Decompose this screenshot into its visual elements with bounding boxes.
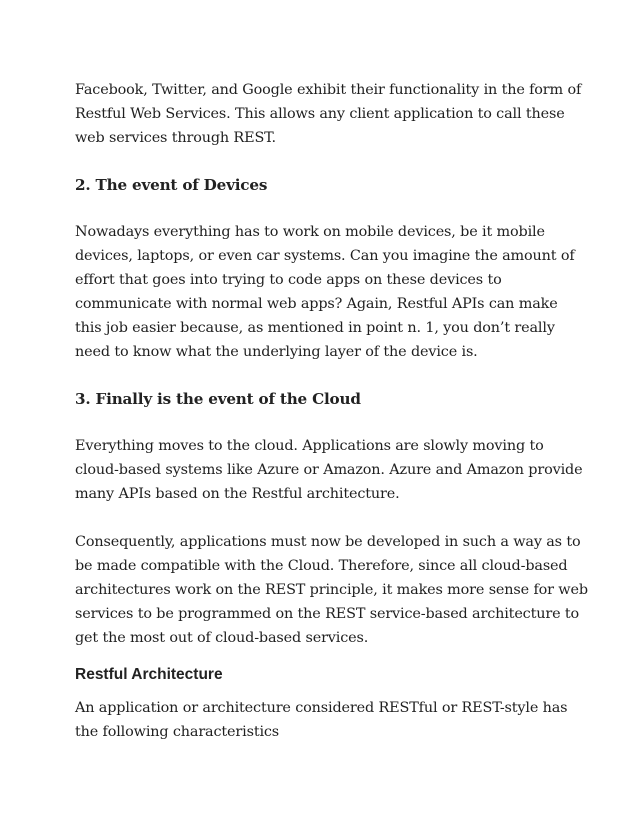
paragraph-line: Everything moves to the cloud. Applications are slowly moving to — [75, 438, 544, 454]
paragraph-line: Facebook, Twitter, and Google exhibit their functionality in the form of — [75, 82, 582, 98]
paragraph-line: Nowadays everything has to work on mobile devices, be it mobile — [75, 224, 545, 240]
cloud-paragraph-2 — [75, 530, 588, 650]
paragraph-line: architectures work on the REST principle, it makes more sense for web — [75, 582, 588, 598]
devices-paragraph — [75, 220, 575, 364]
paragraph-line: An application or architecture considered RESTful or REST-style has — [75, 700, 568, 716]
paragraph-line: web services through REST. — [75, 130, 276, 146]
section-heading-architecture: Restful Architecture — [75, 666, 223, 683]
paragraph-line: be made compatible with the Cloud. Therefore, since all cloud-based — [75, 558, 568, 574]
paragraph-line: the following characteristics — [75, 724, 280, 740]
paragraph-line: Restful Web Services. This allows any client application to call these — [75, 106, 565, 122]
section-heading-cloud: 3. Finally is the event of the Cloud — [75, 390, 361, 408]
paragraph-line: Consequently, applications must now be developed in such a way as to — [75, 534, 581, 550]
paragraph-line: many APIs based on the Restful architecture. — [75, 486, 400, 502]
architecture-paragraph — [75, 696, 570, 744]
paragraph-line: devices, laptops, or even car systems. Can you imagine the amount of — [75, 248, 575, 264]
spacer — [75, 410, 570, 434]
spacer — [75, 150, 570, 174]
spacer — [75, 364, 570, 388]
spacer — [75, 196, 570, 220]
paragraph-line: this job easier because, as mentioned in point n. 1, you don’t really — [75, 320, 555, 336]
paragraph-line: need to know what the underlying layer of the device is. — [75, 344, 478, 360]
cloud-paragraph-1 — [75, 434, 583, 506]
paragraph-line: communicate with normal web apps? Again, Restful APIs can make — [75, 296, 558, 312]
paragraph-line: services to be programmed on the REST service-based architecture to — [75, 606, 580, 622]
paragraph-line: effort that goes into trying to code apps on these devices to — [75, 272, 502, 288]
document-body — [75, 78, 588, 744]
intro-paragraph — [75, 78, 582, 150]
paragraph-line: get the most out of cloud-based services. — [75, 630, 369, 646]
spacer — [75, 650, 570, 664]
spacer — [75, 686, 570, 696]
paragraph-line: cloud-based systems like Azure or Amazon. Azure and Amazon provide — [75, 462, 583, 478]
spacer — [75, 506, 570, 530]
section-heading-devices: 2. The event of Devices — [75, 176, 268, 194]
